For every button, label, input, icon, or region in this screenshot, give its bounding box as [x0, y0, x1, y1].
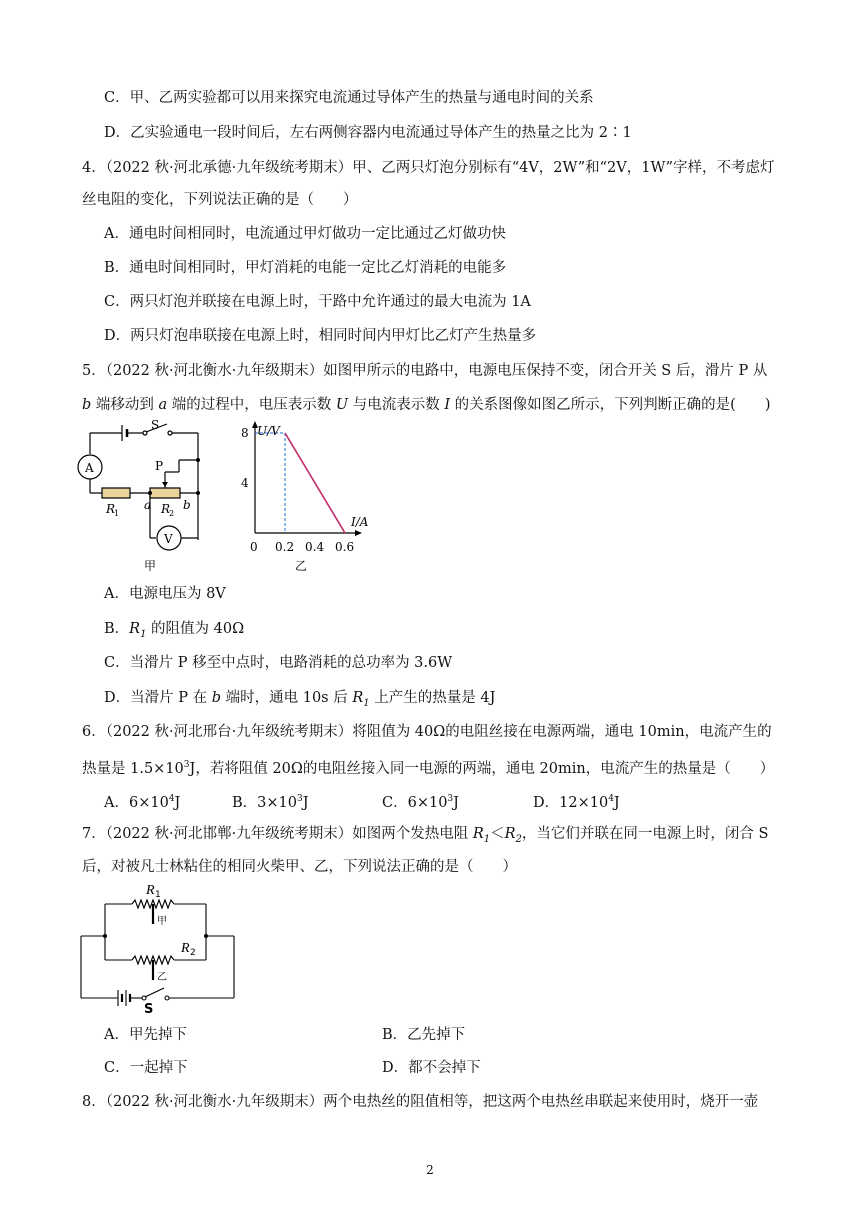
u-i-line	[285, 433, 345, 533]
q5-d-text: 端时，通电 10s 后	[221, 690, 353, 706]
r2-label: R	[181, 941, 190, 956]
var-r-sub: 1	[363, 697, 370, 709]
q7-stem-line1	[82, 824, 768, 850]
q6-option-b	[232, 789, 309, 813]
q6-exp: 3	[183, 760, 190, 770]
var-r: R	[472, 826, 484, 842]
var-r-sub: 1	[483, 833, 491, 845]
x-tick-06: 0.6	[335, 540, 355, 554]
point-a-label: a	[144, 498, 152, 512]
page-number: 2	[426, 1163, 434, 1177]
var-r-sub: 1	[140, 628, 147, 640]
r1-sub: 1	[155, 890, 161, 900]
var-b: b	[82, 397, 92, 413]
x-tick-04: 0.4	[305, 540, 325, 554]
match-yi-label: 乙	[157, 972, 167, 983]
q6-option-c	[382, 789, 459, 813]
voltmeter-label: V	[164, 532, 173, 546]
r2-sub: 2	[169, 509, 175, 518]
var-i: I	[444, 397, 451, 413]
q7-option-d: D．都不会掉下	[382, 1060, 481, 1076]
q6-c-text: C．6×10	[382, 794, 448, 811]
q5-d-text: 上产生的热量是 4J	[369, 690, 496, 706]
x-tick-02: 0.2	[275, 540, 295, 554]
r2-label: R	[161, 502, 171, 516]
q4-option-b: B．通电时间相同时，甲灯消耗的电能一定比乙灯消耗的电能多	[104, 260, 507, 276]
q6-text: J，若将阻值 20Ω的电阻丝接入同一电源的两端，通电 20min，电流产生的热量是（ ）	[189, 760, 775, 777]
q5-stem-line1: 5．（2022 秋·河北衡水·九年级期末）如图甲所示的电路中，电源电压保持不变，闭合开关 S 后，滑片 P 从	[82, 363, 768, 379]
q5-b-prefix: B．	[104, 621, 130, 637]
var-r: R	[129, 621, 141, 637]
circuit-diagram-jia	[70, 420, 220, 575]
q6-stem-line1: 6．（2022 秋·河北邢台·九年级统考期末）将阻值为 40Ω的电阻丝接在电源两端，通电 10min，电流产生的	[82, 724, 772, 740]
q6-stem-line2	[82, 755, 774, 779]
x-tick-0: 0	[250, 540, 258, 554]
q5-option-c: C．当滑片 P 移至中点时，电路消耗的总功率为 3.6W	[104, 655, 453, 671]
less-than: ＜	[490, 826, 505, 842]
q5-text: 端的过程中，电压表示数	[167, 397, 336, 413]
q4-stem-line1: 4．（2022 秋·河北承德·九年级统考期末）甲、乙两只灯泡分别标有“4V，2W”和“2V，1W”字样，不考虑灯	[82, 160, 775, 176]
q5-d-prefix: D．当滑片 P 在	[104, 690, 212, 706]
switch-label: S	[144, 1002, 154, 1014]
x-axis-label: I/A	[351, 515, 369, 529]
var-r-sub: 2	[515, 833, 522, 845]
ammeter-label: A	[85, 461, 94, 475]
circuit-diagram-q7	[78, 880, 240, 1014]
q7-option-b: B．乙先掉下	[382, 1027, 466, 1043]
q5-stem-line2	[82, 395, 771, 415]
q8-stem-line1: 8．（2022 秋·河北衡水·九年级期末）两个电热丝的阻值相等，把这两个电热丝串联起来使用时，烧开一壶	[82, 1094, 759, 1110]
ui-graph-yi	[235, 418, 375, 578]
q4-option-d: D．两只灯泡串联接在电源上时，相同时间内甲灯比乙灯产生热量多	[104, 328, 537, 344]
q6-c-exp: 3	[447, 794, 454, 804]
q5-option-b	[104, 619, 244, 645]
q6-b-exp: 3	[296, 794, 303, 804]
q7-text: 7．（2022 秋·河北邯郸·九年级统考期末）如图两个发热电阻	[82, 826, 473, 842]
var-u: U	[335, 397, 349, 413]
q6-c-unit: J	[453, 794, 459, 811]
y-tick-8: 8	[241, 426, 249, 440]
y-axis-label: U/V	[257, 424, 280, 438]
q6-a-exp: 4	[168, 794, 175, 804]
q4-stem-line2: 丝电阻的变化，下列说法正确的是（ ）	[82, 192, 358, 208]
q6-text: 热量是 1.5×10	[82, 760, 184, 777]
q7-stem-line2: 后，对被凡士林粘住的相同火柴甲、乙，下列说法正确的是（ ）	[82, 859, 517, 875]
q5-b-text: 的阻值为 40Ω	[146, 621, 245, 637]
q6-b-unit: J	[302, 794, 309, 811]
y-tick-4: 4	[241, 476, 249, 490]
q6-option-d	[533, 789, 620, 813]
q7-text: ，当它们并联在同一电源上时，闭合 S	[521, 826, 769, 842]
var-r: R	[352, 690, 364, 706]
figure-caption-yi: 乙	[295, 559, 308, 573]
figure-caption-jia: 甲	[144, 559, 157, 573]
q5-option-a: A．电源电压为 8V	[104, 586, 226, 602]
q6-b-text: B．3×10	[232, 794, 297, 811]
slider-label: P	[155, 459, 164, 473]
q6-d-text: D．12×10	[533, 794, 609, 811]
q6-a-text: A．6×10	[104, 794, 169, 811]
q3-option-c: C．甲、乙两实验都可以用来探究电流通过导体产生的热量与通电时间的关系	[104, 90, 594, 106]
q5-text: 与电流表示数	[348, 397, 445, 413]
var-b: b	[211, 690, 222, 706]
q4-option-a: A．通电时间相同时，电流通过甲灯做功一定比通过乙灯做功快	[104, 226, 506, 242]
q6-d-exp: 4	[608, 794, 614, 804]
q5-option-d	[104, 688, 495, 714]
q6-option-a	[104, 789, 180, 813]
r1-label: R	[106, 502, 116, 516]
q5-text: 的关系图像如图乙所示，下列判断正确的是( )	[450, 397, 771, 413]
q6-a-unit: J	[174, 794, 181, 811]
r2-sub: 2	[190, 948, 196, 958]
q7-option-c: C．一起掉下	[104, 1060, 188, 1076]
q7-option-a: A．甲先掉下	[104, 1027, 187, 1043]
match-jia-label: 甲	[157, 916, 167, 927]
q5-text: 端移动到	[91, 397, 159, 413]
q3-option-d: D．乙实验通电一段时间后，左右两侧容器内电流通过导体产生的热量之比为 2∶1	[104, 125, 632, 141]
switch-label: S	[151, 420, 160, 432]
point-b-label: b	[183, 498, 191, 512]
r1-sub: 1	[114, 509, 120, 518]
q4-option-c: C．两只灯泡并联接在电源上时，干路中允许通过的最大电流为 1A	[104, 294, 531, 310]
r1-label: R	[146, 883, 155, 898]
var-a: a	[158, 397, 168, 413]
q6-d-unit: J	[613, 794, 620, 811]
var-r: R	[504, 826, 516, 842]
